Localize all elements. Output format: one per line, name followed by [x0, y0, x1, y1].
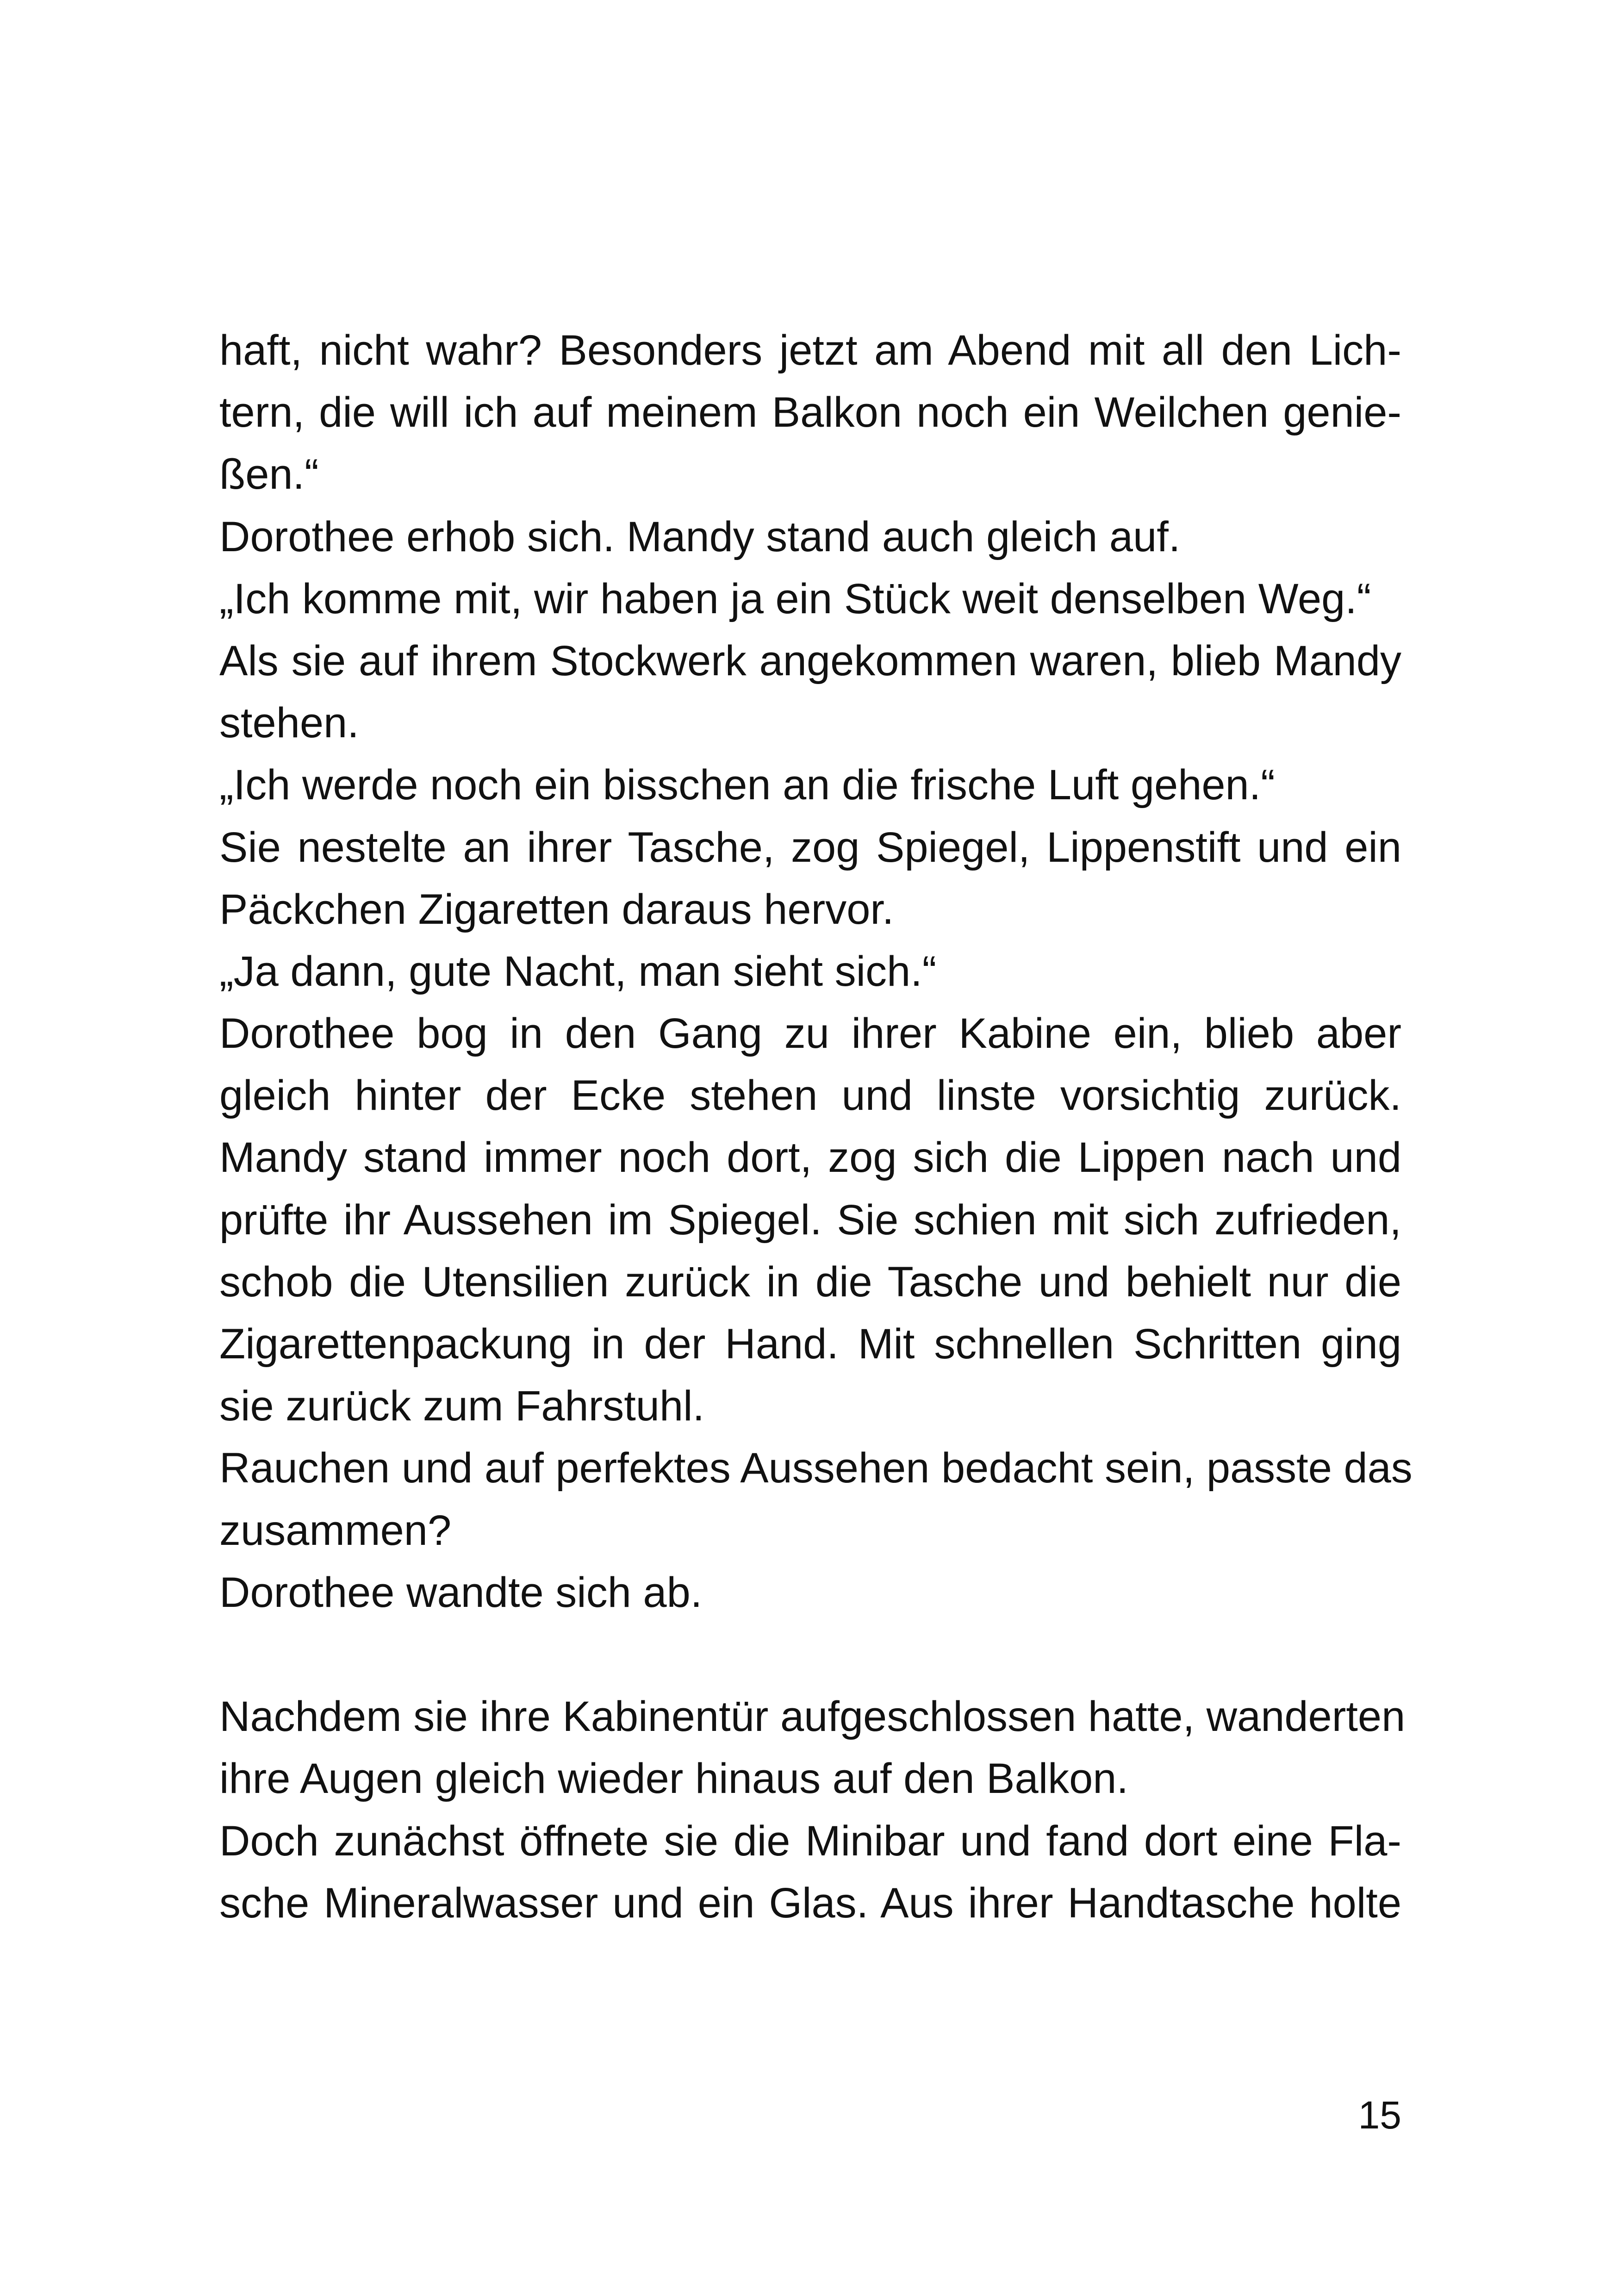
text-line: Dorothee bog in den Gang zu ihrer Kabine ein, blieb aber [219, 1010, 1401, 1058]
text-line: prüfte ihr Aussehen im Spiegel. Sie schien mit sich zufrieden, [219, 1196, 1401, 1244]
text-line: Als sie auf ihrem Stockwerk angekommen waren, blieb Mandy [219, 637, 1401, 684]
text-line: tern, die will ich auf meinem Balkon noch ein Weilchen genie- [219, 389, 1401, 436]
text-line: gleich hinter der Ecke stehen und linste vorsichtig zurück. [219, 1072, 1401, 1120]
text-line: Rauchen und auf perfektes Aussehen bedacht sein, passte das [219, 1444, 1413, 1492]
text-line: haft, nicht wahr? Besonders jetzt am Abend mit all den Lich- [219, 327, 1401, 374]
text-line: zusammen? [219, 1506, 452, 1554]
body-text [219, 319, 1413, 1934]
text-line: Sie nestelte an ihrer Tasche, zog Spiegel, Lippenstift und ein [219, 823, 1401, 871]
text-line: Zigarettenpackung in der Hand. Mit schnellen Schritten ging [219, 1320, 1401, 1368]
text-line: sie zurück zum Fahrstuhl. [219, 1382, 705, 1430]
text-line: „Ja dann, gute Nacht, man sieht sich.“ [219, 947, 937, 995]
text-line: Päckchen Zigaretten daraus hervor. [219, 885, 894, 933]
paragraph-break [219, 1624, 1401, 1686]
text-line: schob die Utensilien zurück in die Tasche und behielt nur die [219, 1258, 1401, 1306]
text-line: ihre Augen gleich wieder hinaus auf den Balkon. [219, 1755, 1129, 1803]
text-line: Dorothee wandte sich ab. [219, 1568, 703, 1616]
text-line: Dorothee erhob sich. Mandy stand auch gleich auf. [219, 513, 1181, 560]
text-line: Nachdem sie ihre Kabinentür aufgeschlossen hatte, wanderten [219, 1693, 1406, 1741]
text-line: „Ich komme mit, wir haben ja ein Stück weit denselben Weg.“ [219, 575, 1371, 622]
text-line: ßen.“ [219, 451, 319, 498]
page-number: 15 [1358, 2093, 1401, 2137]
text-line: „Ich werde noch ein bisschen an die frische Luft gehen.“ [219, 761, 1275, 809]
text-line: stehen. [219, 699, 359, 747]
text-line: Doch zunächst öffnete sie die Minibar und fand dort eine Fla- [219, 1817, 1401, 1865]
text-line: Mandy stand immer noch dort, zog sich die Lippen nach und [219, 1134, 1401, 1182]
text-line: sche Mineralwasser und ein Glas. Aus ihrer Handtasche holte [219, 1879, 1401, 1927]
